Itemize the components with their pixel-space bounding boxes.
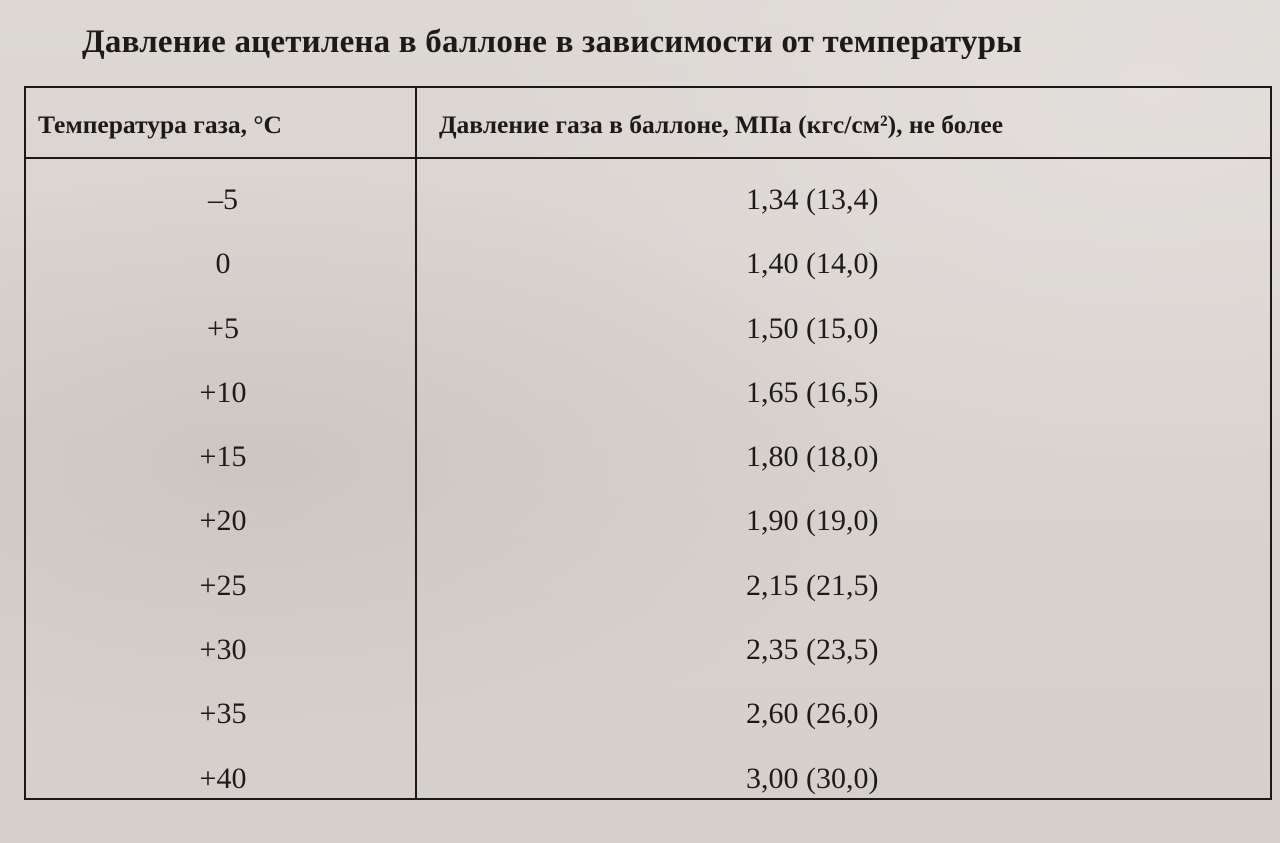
pressure-column-header: Давление газа в баллоне, МПа (кгс/см²), не более [439, 110, 1004, 139]
temperature-cell: +40 [199, 761, 247, 795]
table-row [26, 376, 1270, 440]
temperature-cell: +10 [199, 375, 247, 409]
table-row [26, 312, 1270, 376]
pressure-cell: 3,00 (30,0) [746, 761, 879, 795]
table-row [26, 569, 1270, 633]
temperature-cell: –5 [208, 183, 238, 216]
pressure-table [24, 86, 1272, 800]
table-row [26, 697, 1270, 761]
pressure-cell: 1,40 (14,0) [746, 247, 879, 281]
pressure-cell: 1,80 (18,0) [746, 440, 879, 474]
temperature-cell: +25 [199, 568, 247, 602]
header-divider [26, 157, 1270, 159]
page-title: Давление ацетилена в баллоне в зависимости от температуры [82, 24, 1023, 60]
temperature-cell: +30 [199, 633, 247, 667]
table-body [26, 183, 1270, 826]
temperature-column-header: Температура газа, °С [38, 110, 282, 139]
temperature-cell: +35 [199, 697, 247, 731]
table-row [26, 183, 1270, 247]
table-row [26, 762, 1270, 826]
pressure-cell: 1,65 (16,5) [746, 375, 879, 409]
pressure-cell: 2,60 (26,0) [746, 697, 879, 731]
pressure-cell: 2,15 (21,5) [746, 568, 879, 602]
temperature-cell: +20 [199, 504, 247, 538]
temperature-cell: +5 [207, 311, 239, 345]
pressure-cell: 1,90 (19,0) [746, 504, 879, 538]
table-row [26, 504, 1270, 568]
pressure-cell: 1,34 (13,4) [746, 183, 879, 216]
temperature-cell: 0 [215, 247, 231, 281]
pressure-cell: 2,35 (23,5) [746, 633, 879, 667]
table-row [26, 633, 1270, 697]
temperature-cell: +15 [199, 440, 247, 474]
table-row [26, 247, 1270, 311]
pressure-cell: 1,50 (15,0) [746, 311, 879, 345]
table-row [26, 440, 1270, 504]
